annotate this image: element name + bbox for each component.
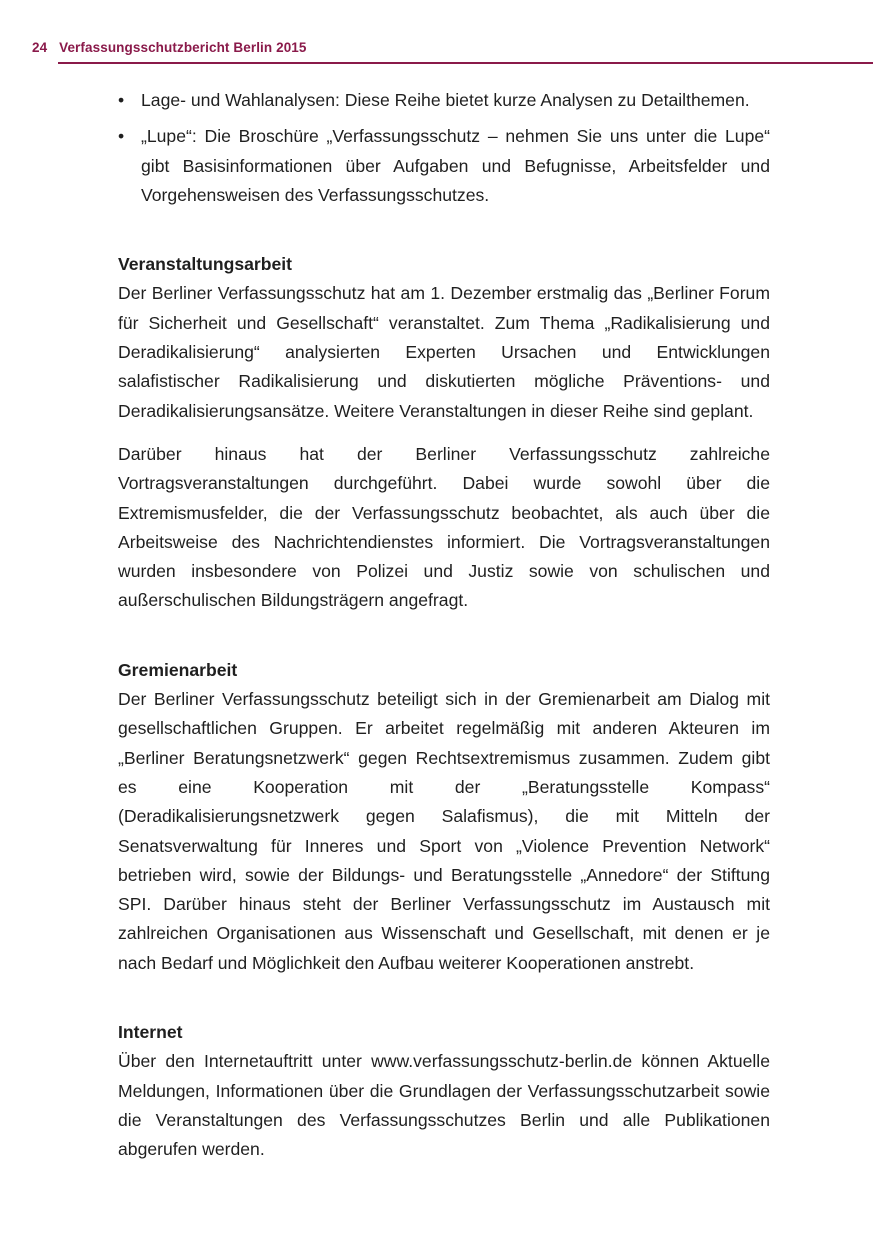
bullet-list — [118, 86, 770, 210]
paragraph: Darüber hinaus hat der Berliner Verfassungsschutz zahlreiche Vortragsveranstaltungen durchgeführt. Dabei wurde sowohl über die Extremismusfelder, die der Verfassungsschutz beobachtet, als auch über die Arbeitsweise des Nachrichtendienstes informiert. Die Vortragsveranstaltungen wurden insbesondere von Polizei und Justiz sowie von schulischen und außerschulischen Bildungsträgern angefragt. — [118, 443, 770, 611]
running-header — [32, 40, 307, 55]
list-item-text: „Lupe“: Die Broschüre „Verfassungsschutz – nehmen Sie uns unter die Lupe“ gibt Basisinformationen über Aufgaben und Befugnisse, Arbeitsfelder und Vorgehensweisen des Verfassungsschutzes. — [141, 126, 770, 205]
section-heading: Veranstaltungsarbeit — [118, 254, 293, 275]
bullet-icon: • — [118, 90, 125, 110]
list-item-text: Lage- und Wahlanalysen: Diese Reihe bietet kurze Analysen zu Detailthemen. — [141, 90, 750, 110]
header-divider — [58, 62, 873, 64]
section-heading: Gremienarbeit — [118, 659, 238, 680]
section-gremienarbeit — [118, 656, 770, 978]
page-number: 24 — [32, 40, 48, 55]
section-veranstaltungsarbeit — [118, 250, 770, 616]
paragraph: Über den Internetauftritt unter www.verfassungsschutz-berlin.de können Aktuelle Meldungen, Informationen über die Grundlagen der Verfassungsschutzarbeit sowie die Veranstaltungen des Verfassungsschutzes Berlin und alle Publikationen abgerufen werden. — [118, 1051, 770, 1160]
section-internet — [118, 1018, 770, 1164]
bullet-icon: • — [118, 126, 125, 147]
page-body — [118, 86, 770, 1165]
list-item — [118, 122, 770, 210]
list-item — [118, 86, 770, 115]
paragraph: Der Berliner Verfassungsschutz beteiligt sich in der Gremienarbeit am Dialog mit gesellschaftlichen Gruppen. Er arbeitet regelmäßig mit anderen Akteuren im „Berliner Beratungsnetzwerk“ gegen Rechtsextremismus zusammen. Zudem gibt es eine Kooperation mit der „Beratungsstelle Kompass“ (Deradikalisierungsnetzwerk gegen Salafismus), die mit Mitteln der Senatsverwaltung für Inneres und Sport von „Violence Prevention Network“ betrieben wird, sowie der Bildungs- und Beratungsstelle „Annedore“ der Stiftung SPI. Darüber hinaus steht der Berliner Verfassungsschutz im Austausch mit zahlreichen Organisationen aus Wissenschaft und Gesellschaft, mit denen er je nach Bedarf und Möglichkeit den Aufbau weiterer Kooperationen anstrebt. — [118, 689, 770, 973]
paragraph: Der Berliner Verfassungsschutz hat am 1. Dezember erstmalig das „Berliner Forum für Sicherheit und Gesellschaft“ veranstaltet. Zum Thema „Radikalisierung und Deradikalisierung“ analysierten Experten Ursachen und Entwicklungen salafistischer Radikalisierung und diskutierten mögliche Präventions- und Deradikalisierungsansätze. Weitere Veranstaltungen in dieser Reihe sind geplant. — [118, 283, 770, 421]
document-title: Verfassungsschutzbericht Berlin 2015 — [59, 40, 307, 55]
section-heading: Internet — [118, 1022, 183, 1043]
